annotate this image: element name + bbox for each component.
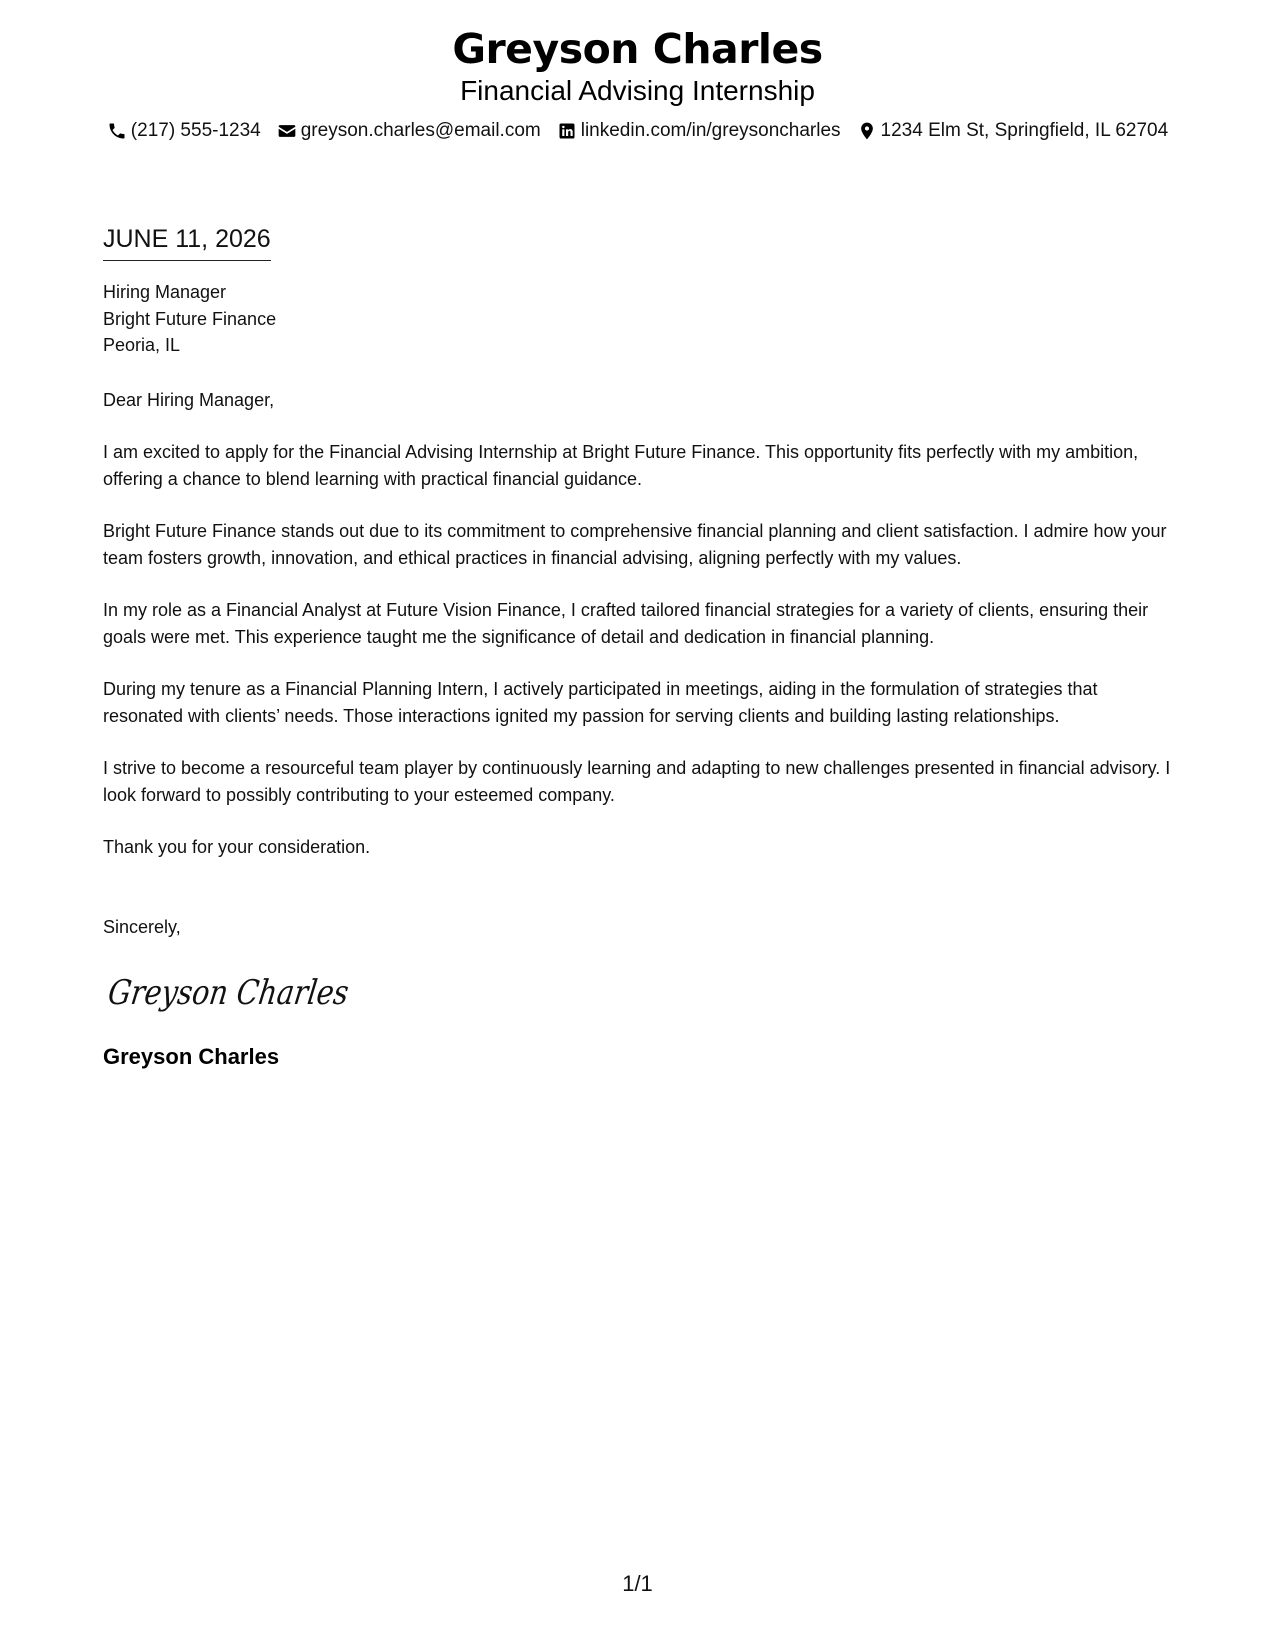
phone-icon (107, 121, 127, 141)
target-position: Financial Advising Internship (460, 75, 815, 106)
salutation: Dear Hiring Manager, (103, 389, 275, 410)
email-text: greyson.charles@email.com (300, 120, 541, 141)
signer-name: Greyson Charles (103, 1043, 280, 1069)
paragraph-company: Bright Future Finance stands out due to its commitment to comprehensive financial planning and client satisfaction. I admire how your team fosters growth, innovation, and ethical practices in financial advising, aligning perfectly with my values. (103, 521, 1167, 568)
contact-bar (0, 118, 1275, 144)
paragraph-intro: I am excited to apply for the Financial Advising Internship at Bright Future Finance. This opportunity fits perfectly with my ambition, offering a chance to blend learning with practical financial guidance. (103, 442, 1139, 489)
letter-body (103, 222, 1173, 1072)
svg-text:Greyson Charles: Greyson Charles (105, 973, 398, 1013)
linkedin-text: linkedin.com/in/greysoncharles (580, 120, 841, 141)
contact-email (277, 118, 541, 144)
page-number: 1/1 (622, 1571, 653, 1596)
recipient-title: Hiring Manager (103, 282, 227, 302)
applicant-name: Greyson Charles (452, 25, 823, 73)
paragraph-experience: In my role as a Financial Analyst at Future Vision Finance, I crafted tailored financial strategies for a variety of clients, ensuring their goals were met. This experience taught me the significance of detail and dedication in financial planning. (103, 600, 1149, 647)
contact-linkedin (557, 118, 841, 144)
linkedin-icon (557, 121, 577, 141)
letter-header (0, 22, 1275, 144)
contact-address (857, 118, 1169, 144)
recipient-block (103, 279, 1173, 359)
closing: Sincerely, (103, 916, 181, 937)
letter-date: JUNE 11, 2026 (103, 222, 271, 261)
paragraph-thanks: Thank you for your consideration. (103, 837, 371, 857)
recipient-company: Bright Future Finance (103, 308, 277, 329)
paragraph-goals: I strive to become a resourceful team player by continuously learning and adapting to new challenges presented in financial advisory. I look forward to possibly contributing to your esteemed company. (103, 758, 1171, 805)
envelope-icon (277, 121, 297, 141)
paragraph-internship: During my tenure as a Financial Planning Intern, I actively participated in meetings, aiding in the formulation of strategies that resonated with clients’ needs. Those interactions ignited my passion for serving clients and building lasting relationships. (103, 679, 1098, 726)
phone-text: (217) 555-1234 (130, 120, 261, 141)
recipient-location: Peoria, IL (103, 335, 181, 355)
handwritten-signature (103, 940, 1173, 1028)
contact-phone (107, 118, 261, 144)
address-text: 1234 Elm St, Springfield, IL 62704 (880, 120, 1169, 141)
map-pin-icon (857, 121, 877, 141)
